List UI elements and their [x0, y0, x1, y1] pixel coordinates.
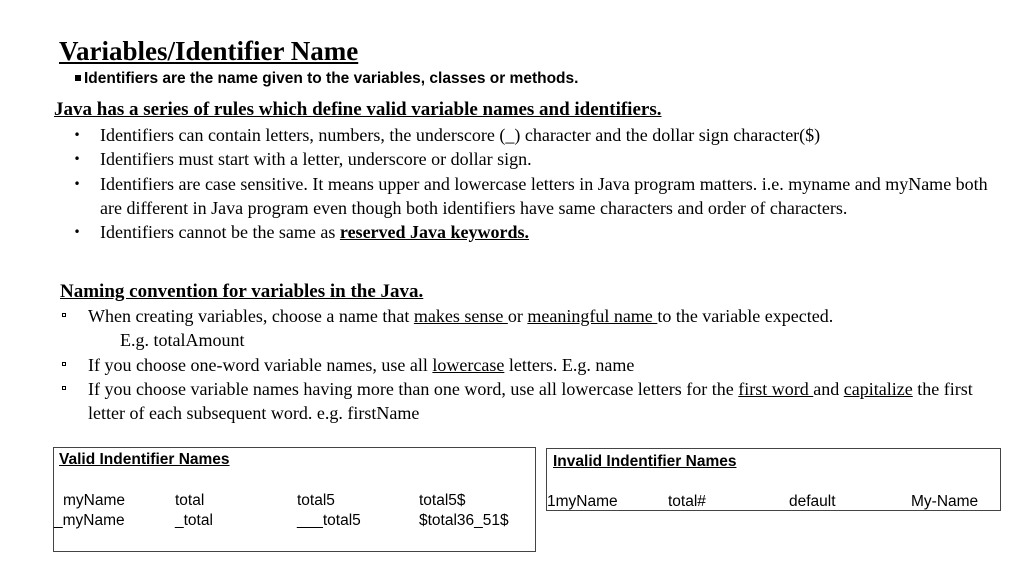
naming-underlined: lowercase: [432, 354, 505, 375]
naming-example: E.g. totalAmount: [120, 330, 245, 351]
naming-text: the first letter of each subsequent word. e.g. firstName: [88, 378, 973, 424]
valid-name-cell: ___total5: [297, 512, 361, 529]
list-item: [72, 220, 992, 244]
valid-name-cell: myName: [63, 492, 126, 509]
naming-text: to the variable expected.: [657, 306, 834, 326]
rule-text: Identifiers can contain letters, numbers, the underscore (_) character and the dollar sign character($): [100, 125, 821, 145]
naming-underlined: first word: [738, 378, 814, 399]
valid-name-cell: total5$: [419, 492, 466, 509]
naming-text: or: [507, 306, 528, 326]
valid-name-cell: total5: [297, 492, 335, 509]
page-title: Variables/Identifier Name: [59, 36, 359, 66]
invalid-name-cell: default: [789, 493, 836, 510]
valid-names-box: [53, 447, 536, 552]
naming-underlined: capitalize: [843, 378, 913, 399]
invalid-name-cell: 1myName: [547, 493, 618, 510]
list-item: [72, 172, 992, 221]
subnote-text: Identifiers are the name given to the variables, classes or methods.: [84, 70, 579, 87]
square-bullet-icon: [62, 313, 66, 317]
naming-underlined: meaningful name: [527, 306, 658, 326]
valid-box-title: Valid Indentifier Names: [59, 451, 230, 468]
naming-text: When creating variables, choose a name that: [88, 306, 414, 326]
list-item: [72, 123, 992, 147]
square-bullet-icon: [75, 75, 81, 81]
naming-text: letters. E.g. name: [504, 354, 635, 375]
rule-text: Identifiers cannot be the same as: [100, 222, 340, 243]
naming-text: If you choose one-word variable names, use all: [88, 354, 433, 375]
invalid-name-cell: My-Name: [911, 493, 979, 510]
square-bullet-icon: [62, 386, 66, 390]
naming-text: If you choose variable names having more than one word, use all lowercase letters for the: [88, 378, 739, 399]
list-item: [59, 304, 979, 353]
list-item: [59, 377, 979, 426]
invalid-box-title: Invalid Indentifier Names: [553, 453, 737, 470]
valid-name-cell: $total36_51$: [419, 512, 509, 529]
naming-text: and: [813, 378, 844, 399]
valid-name-cell: _total: [175, 512, 213, 529]
bullet-icon: •: [73, 152, 81, 167]
bullet-icon: •: [73, 176, 81, 191]
naming-list: [59, 304, 979, 425]
rules-heading: Java has a series of rules which define valid variable names and identifiers.: [54, 99, 662, 120]
rule-text: Identifiers must start with a letter, underscore or dollar sign.: [100, 149, 532, 170]
naming-heading: Naming convention for variables in the Java.: [60, 281, 424, 302]
square-bullet-icon: [62, 362, 66, 366]
subnote: [75, 69, 578, 89]
valid-name-cell: total: [175, 492, 205, 509]
rules-list: [72, 123, 992, 244]
rule-text: Identifiers are case sensitive. It means upper and lowercase letters in Java program matters. i.e. myname and myName both are different in Java program even though both identifiers have same characters and order of characters.: [100, 173, 988, 218]
invalid-names-box: [546, 448, 1001, 511]
list-item: [72, 147, 992, 171]
bullet-icon: •: [73, 128, 81, 142]
list-item: [59, 353, 979, 377]
valid-name-cell: _myName: [54, 512, 125, 529]
bullet-icon: •: [73, 225, 81, 240]
naming-underlined: makes sense: [413, 306, 508, 326]
invalid-name-cell: total#: [668, 493, 706, 510]
reserved-keywords-link: reserved Java keywords.: [339, 222, 530, 243]
